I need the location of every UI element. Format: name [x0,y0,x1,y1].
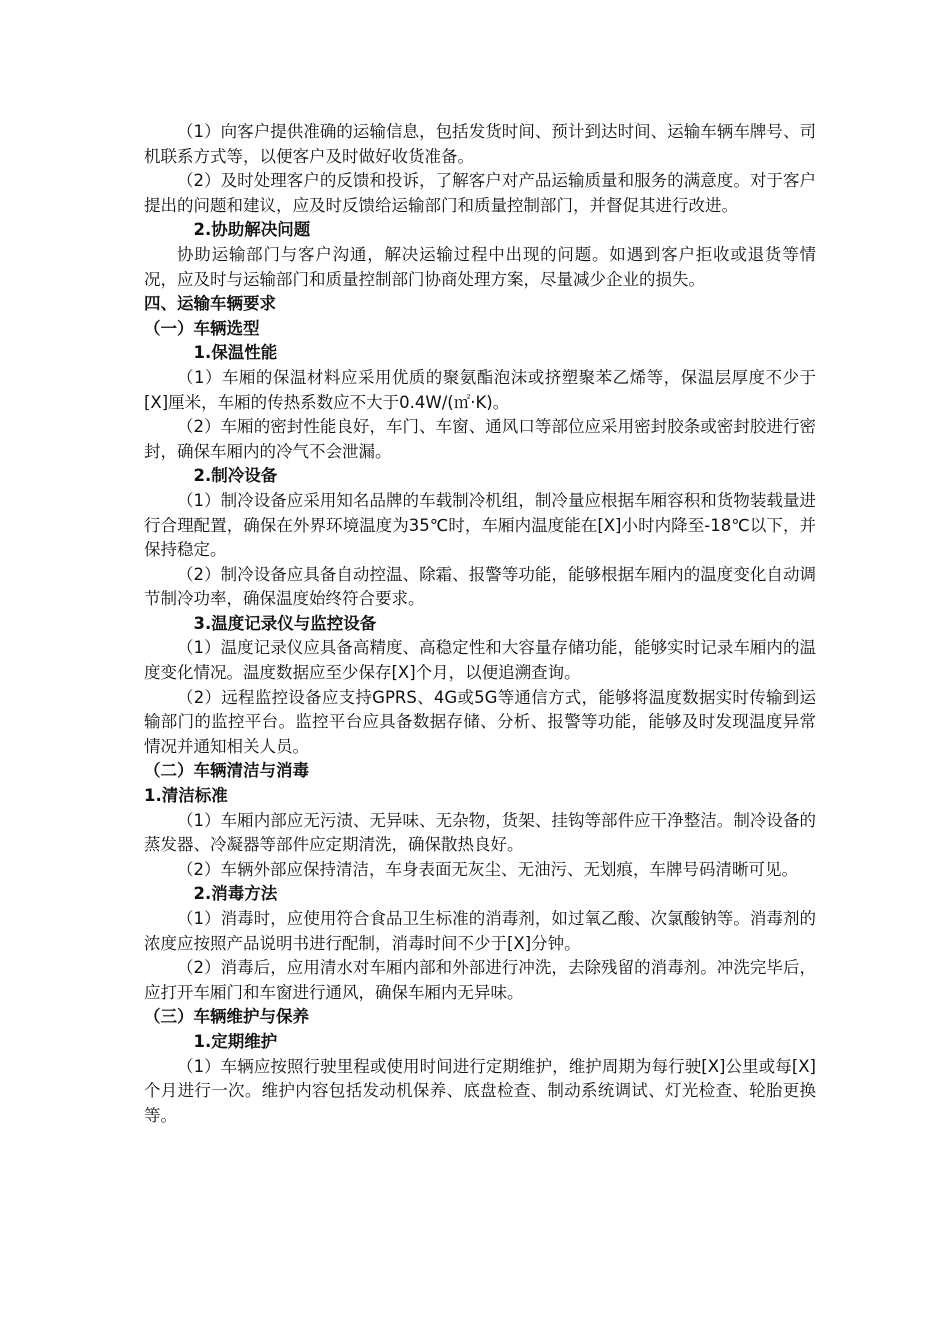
document-page [144,120,816,1128]
heading-assist-problems: 2.协助解决问题 [193,220,311,240]
paragraph-insulation-material: （1）车厢的保温材料应采用优质的聚氨酯泡沫或挤塑聚苯乙烯等，保温层厚度不少于[X]厘米，车厢的传热系数应不大于0.4W/(㎡·K)。 [144,367,816,412]
heading-disinfection-method: 2.消毒方法 [193,884,278,904]
heading-section-4: 四、运输车辆要求 [144,294,276,314]
paragraph-cleaning-interior: （1）车厢内部应无污渍、无异味、无杂物，货架、挂钩等部件应干净整洁。制冷设备的蒸发器、冷凝器等部件应定期清洗，确保散热良好。 [144,810,816,855]
paragraph-refrigeration-unit: （1）制冷设备应采用知名品牌的车载制冷机组，制冷量应根据车厢容积和货物装载量进行合理配置，确保在外界环境温度为35℃时，车厢内温度能在[X]小时内降至-18℃以下，并保持稳定。 [144,490,816,560]
heading-maintenance: （三）车辆维护与保养 [144,1007,309,1027]
paragraph-feedback: （2）及时处理客户的反馈和投诉，了解客户对产品运输质量和服务的满意度。对于客户提出的问题和建议，应及时反馈给运输部门和质量控制部门，并督促其进行改进。 [144,171,816,215]
paragraph-disinfectant: （1）消毒时，应使用符合食品卫生标准的消毒剂，如过氧乙酸、次氯酸钠等。消毒剂的浓度应按照产品说明书进行配制，消毒时间不少于[X]分钟。 [144,909,816,953]
heading-cleaning-disinfection: （二）车辆清洁与消毒 [144,761,309,781]
paragraph-sealing: （2）车厢的密封性能良好，车门、车窗、通风口等部位应采用密封胶条或密封胶进行密封，确保车厢内的冷气不会泄漏。 [144,417,816,461]
paragraph-rinse-ventilate: （2）消毒后，应用清水对车厢内部和外部进行冲洗，去除残留的消毒剂。冲洗完毕后，应打开车厢门和车窗进行通风，确保车厢内无异味。 [144,958,816,1002]
heading-temperature-recorder: 3.温度记录仪与监控设备 [193,613,377,633]
heading-refrigeration: 2.制冷设备 [193,466,278,486]
paragraph-temperature-recorder: （1）温度记录仪应具备高精度、高稳定性和大容量存储功能，能够实时记录车厢内的温度变化情况。温度数据应至少保存[X]个月，以便追溯查询。 [144,638,816,683]
paragraph-refrigeration-functions: （2）制冷设备应具备自动控温、除霜、报警等功能，能够根据车厢内的温度变化自动调节制冷功率，确保温度始终符合要求。 [144,564,816,609]
paragraph-customer-info: （1）向客户提供准确的运输信息，包括发货时间、预计到达时间、运输车辆车牌号、司机联系方式等，以便客户及时做好收货准备。 [144,122,816,166]
paragraph-remote-monitoring: （2）远程监控设备应支持GPRS、4G或5G等通信方式，能够将温度数据实时传输到运输部门的监控平台。监控平台应具备数据存储、分析、报警等功能，能够及时发现温度异常情况并通知相关人员。 [144,687,816,756]
heading-vehicle-selection: （一）车辆选型 [144,318,260,338]
paragraph-assist-problems: 协助运输部门与客户沟通，解决运输过程中出现的问题。如遇到客户拒收或退货等情况，应及时与运输部门和质量控制部门协商处理方案，尽量减少企业的损失。 [144,244,816,289]
paragraph-maintenance-cycle: （1）车辆应按照行驶里程或使用时间进行定期维护，维护周期为每行驶[X]公里或每[X]个月进行一次。维护内容包括发动机保养、底盘检查、制动系统调试、灯光检查、轮胎更换等。 [144,1056,816,1125]
paragraph-cleaning-exterior: （2）车辆外部应保持清洁，车身表面无灰尘、无油污、无划痕，车牌号码清晰可见。 [177,859,798,879]
heading-regular-maintenance: 1.定期维护 [193,1031,278,1051]
heading-insulation: 1.保温性能 [193,343,278,363]
heading-cleaning-standard: 1.清洁标准 [144,786,228,806]
